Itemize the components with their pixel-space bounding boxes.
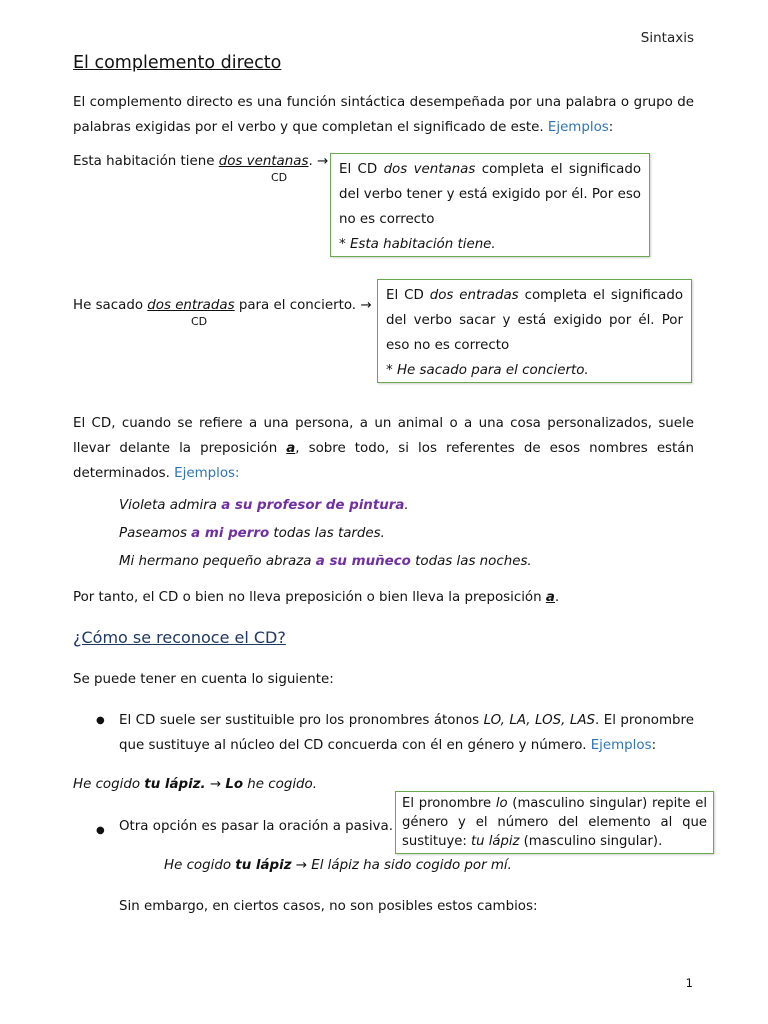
bullet-dot-icon: ● — [96, 715, 105, 726]
ejemplos-link: Ejemplos — [547, 120, 609, 135]
example-line — [119, 554, 532, 569]
page-title: El complemento directo — [73, 53, 282, 73]
example-lo-t4: he cogido. — [243, 777, 318, 792]
bullet1-text — [119, 708, 694, 758]
example2-cd-label: CD — [191, 315, 208, 328]
page-header-section: Sintaxis — [640, 30, 694, 46]
bullet-dot-icon: ● — [96, 825, 105, 836]
example2-box-t3: completa el significado del verbo sacar y está exigido por él. Por eso no es correcto — [386, 288, 684, 353]
example-before: Paseamos — [119, 526, 192, 541]
example2-before: He sacado — [73, 298, 148, 313]
bullet2-text: Otra opción es pasar la oración a pasiva. — [119, 819, 393, 834]
example1-cd: dos ventanas — [218, 154, 309, 169]
example1-box-t4: * Esta habitación tiene. — [339, 237, 496, 252]
example2-after: para el concierto. — [234, 298, 357, 313]
conclusion-a: a — [545, 590, 555, 605]
example-pasiva-arrow-icon: → — [291, 858, 312, 873]
section2-lead: Se puede tener en cuenta lo siguiente: — [73, 672, 334, 687]
example-after: . — [404, 498, 409, 513]
example-highlight: a su profesor de pintura — [221, 498, 405, 513]
example-highlight: a mi perro — [191, 526, 270, 541]
example-pasiva-t3: El lápiz ha sido cogido por mí. — [311, 858, 512, 873]
pronoun-box-t4: tu lápiz — [471, 834, 520, 849]
example-lo-arrow-icon: → — [205, 777, 226, 792]
bullet1-ejemplos: Ejemplos — [590, 738, 652, 753]
example-lo-t1: He cogido — [73, 777, 145, 792]
bullet1-text2: . El pronombre que sustituye al núcleo del CD concuerda con él en género y número. — [119, 713, 694, 753]
conclusion-text — [73, 590, 559, 605]
preposition-paragraph — [73, 411, 694, 486]
preposition-text1: El CD, cuando se refiere a una persona, a un animal o a una cosa personalizados, suele llevar delante la preposición — [73, 416, 694, 456]
example-after: todas las noches. — [410, 554, 532, 569]
example2-sentence — [73, 296, 372, 316]
bullet1-colon: : — [651, 738, 657, 753]
example-before: Violeta admira — [119, 498, 222, 513]
preposition-ejemplos: Ejemplos: — [174, 466, 240, 481]
example1-cd-label: CD — [271, 171, 288, 184]
example-highlight: a su muñeco — [315, 554, 411, 569]
example2-box-t4: * He sacado para el concierto. — [386, 363, 589, 378]
preposition-text2: , sobre todo, si los referentes de esos nombres están determinados. — [73, 441, 694, 481]
example1-note-box — [330, 153, 650, 257]
example1-box-t3: completa el significado del verbo tener y está exigido por él. Por eso no es correcto — [339, 162, 642, 227]
example2-cd: dos entradas — [147, 298, 235, 313]
example1-sentence — [73, 152, 328, 172]
example-pasiva-t1: He cogido — [164, 858, 236, 873]
example1-after: . — [308, 154, 313, 169]
example1-box-t2: dos ventanas — [383, 162, 476, 177]
conclusion-main: Por tanto, el CD o bien no lleva preposición o bien lleva la preposición — [73, 590, 546, 605]
intro-colon: : — [608, 120, 614, 135]
bullet1-pronouns: LO, LA, LOS, LAS — [483, 713, 595, 728]
example-lo-t2: tu lápiz. — [144, 777, 206, 792]
bullet1-text1: El CD suele ser sustituible pro los pronombres átonos — [119, 713, 484, 728]
pronoun-box-t1: El pronombre — [402, 796, 496, 811]
example-lo-t3: Lo — [225, 777, 244, 792]
pronoun-box-t2: lo — [495, 796, 508, 811]
pronoun-box-t3: (masculino singular) repite el género y el número del elemento al que sustituye: — [402, 796, 707, 849]
example-after: todas las tardes. — [269, 526, 385, 541]
example-lo — [73, 777, 317, 792]
page-number: 1 — [685, 976, 693, 990]
pronoun-note-box — [395, 791, 714, 854]
final-text: Sin embargo, en ciertos casos, no son posibles estos cambios: — [119, 899, 538, 914]
section2-title: ¿Cómo se reconoce el CD? — [73, 628, 286, 647]
example2-box-t1: El CD — [386, 288, 430, 303]
example-before: Mi hermano pequeño abraza — [119, 554, 316, 569]
example-line — [119, 498, 409, 513]
example2-note-box — [377, 279, 692, 383]
example1-before: Esta habitación tiene — [73, 154, 219, 169]
example-pasiva-t2: tu lápiz — [235, 858, 292, 873]
example2-arrow-icon: → — [360, 298, 372, 313]
example2-box-t2: dos entradas — [429, 288, 519, 303]
intro-text: El complemento directo es una función sintáctica desempeñada por una palabra o grupo de palabras exigidas por el verbo y que completan el significado de este. — [73, 95, 694, 135]
preposition-a: a — [286, 441, 296, 456]
conclusion-after: . — [554, 590, 560, 605]
intro-paragraph — [73, 90, 694, 140]
example-line — [119, 526, 385, 541]
example1-box-t1: El CD — [339, 162, 384, 177]
pronoun-box-t5: (masculino singular). — [519, 834, 663, 849]
example-pasiva — [164, 858, 512, 873]
example1-arrow-icon: → — [316, 154, 329, 169]
